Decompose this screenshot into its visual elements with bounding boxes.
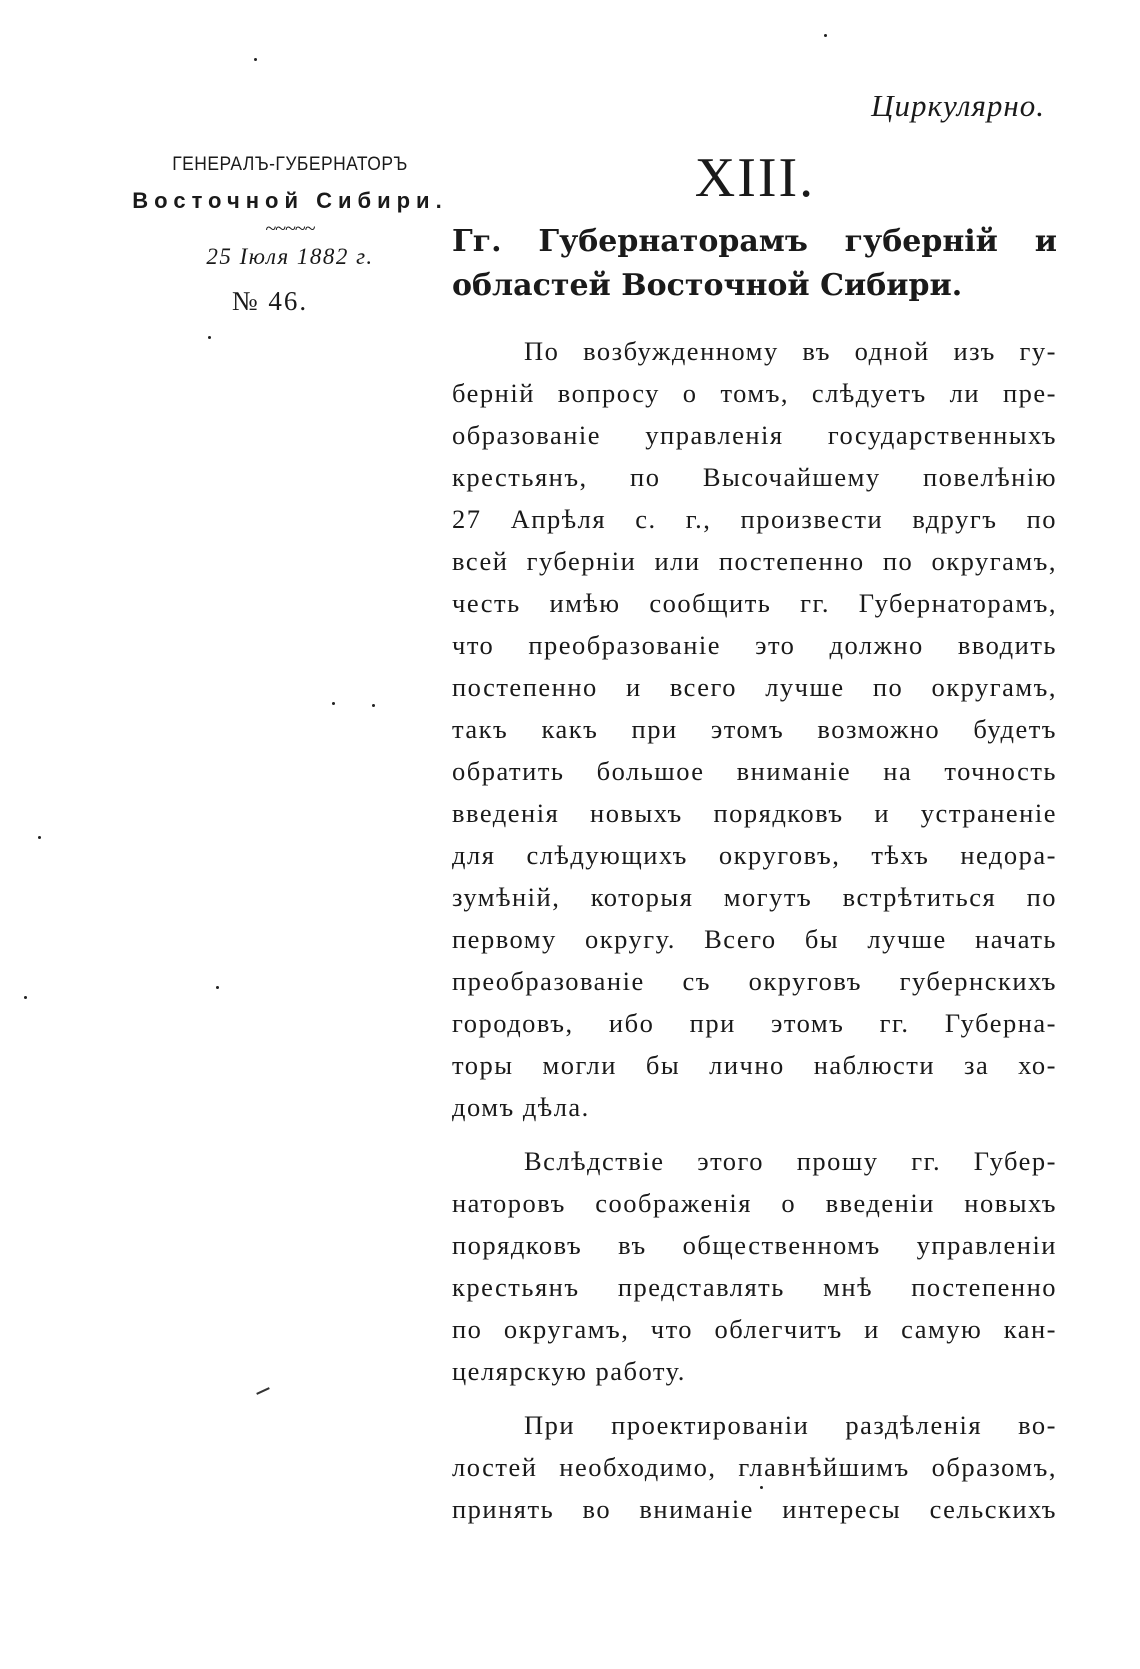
ornament-divider: ~~~~~ bbox=[265, 218, 315, 240]
sender-title: ГЕНЕРАЛЪ-ГУБЕРНАТОРЪ bbox=[172, 154, 408, 175]
scan-speck bbox=[760, 1486, 763, 1489]
text-line: городовъ, ибо при этомъ гг. Губерна- bbox=[452, 1008, 1057, 1038]
scan-speck bbox=[824, 34, 827, 37]
text-line: зумѣній, которыя могутъ встрѣтиться по bbox=[452, 882, 1057, 912]
text-line: для слѣдующихъ округовъ, тѣхъ недора- bbox=[452, 840, 1057, 870]
text-line: обратить большое вниманіе на точность bbox=[452, 756, 1057, 786]
document-reference-number: № 46. bbox=[231, 286, 309, 316]
text-line: всей губерніи или постепенно по округамъ, bbox=[452, 546, 1057, 576]
circular-note: Циркулярно. bbox=[871, 88, 1045, 123]
addressee-heading bbox=[452, 220, 1057, 308]
scan-speck bbox=[216, 986, 219, 989]
text-line: постепенно и всего лучше по округамъ, bbox=[452, 672, 1057, 702]
text-line: порядковъ въ общественномъ управленіи bbox=[452, 1230, 1057, 1260]
paragraph-1 bbox=[452, 330, 1057, 1128]
text-line: введенія новыхъ порядковъ и устраненіе bbox=[452, 798, 1057, 828]
text-line: честь имѣю сообщить гг. Губернаторамъ, bbox=[452, 588, 1057, 618]
text-line: торы могли бы лично наблюсти за хо- bbox=[452, 1050, 1057, 1080]
text-line: крестьянъ, по Высочайшему повелѣнію bbox=[452, 462, 1057, 492]
text-line: лостей необходимо, главнѣйшимъ образомъ, bbox=[452, 1452, 1057, 1482]
text-line: 27 Апрѣля с. г., произвести вдругъ по bbox=[452, 504, 1057, 534]
text-line: берній вопросу о томъ, слѣдуетъ ли пре- bbox=[452, 378, 1057, 408]
text-line: целярскую работу. bbox=[452, 1356, 686, 1386]
paragraph-3 bbox=[452, 1404, 1057, 1530]
scan-speck bbox=[372, 704, 375, 707]
text-line: наторовъ соображенія о введеніи новыхъ bbox=[452, 1188, 1057, 1218]
sender-region: Восточной Сибири. bbox=[132, 188, 448, 213]
scan-speck bbox=[332, 702, 335, 705]
addressee-line-1: Гг. Губернаторамъ губерній и bbox=[452, 224, 1057, 259]
paragraph-2 bbox=[452, 1140, 1057, 1392]
text-line: образованіе управленія государственныхъ bbox=[452, 420, 1057, 450]
scan-mark bbox=[256, 1387, 270, 1395]
scan-speck bbox=[208, 336, 211, 339]
addressee-line-2: областей Восточной Сибири. bbox=[452, 268, 963, 303]
text-line: По возбужденному въ одной изъ гу- bbox=[524, 336, 1057, 366]
text-line: такъ какъ при этомъ возможно будетъ bbox=[452, 714, 1057, 744]
text-line: первому округу. Всего бы лучше начать bbox=[452, 924, 1057, 954]
body-text bbox=[452, 330, 1057, 1530]
text-line: Вслѣдствіе этого прошу гг. Губер- bbox=[524, 1146, 1057, 1176]
text-line: крестьянъ представлять мнѣ постепенно bbox=[452, 1272, 1057, 1302]
section-number: XIII. bbox=[694, 147, 816, 209]
text-line: по округамъ, что облегчитъ и самую кан- bbox=[452, 1314, 1057, 1344]
document-date: 25 Іюля 1882 г. bbox=[206, 244, 374, 269]
text-line: принять во вниманіе интересы сельскихъ bbox=[452, 1494, 1057, 1524]
scan-speck bbox=[24, 996, 27, 999]
text-line: что преобразованіе это должно вводить bbox=[452, 630, 1057, 660]
sender-block bbox=[130, 154, 450, 317]
scan-speck bbox=[38, 836, 41, 839]
text-line: При проектированіи раздѣленія во- bbox=[524, 1410, 1057, 1440]
scan-speck bbox=[254, 58, 257, 61]
text-line: домъ дѣла. bbox=[452, 1092, 590, 1122]
text-line: преобразованіе съ округовъ губернскихъ bbox=[452, 966, 1057, 996]
